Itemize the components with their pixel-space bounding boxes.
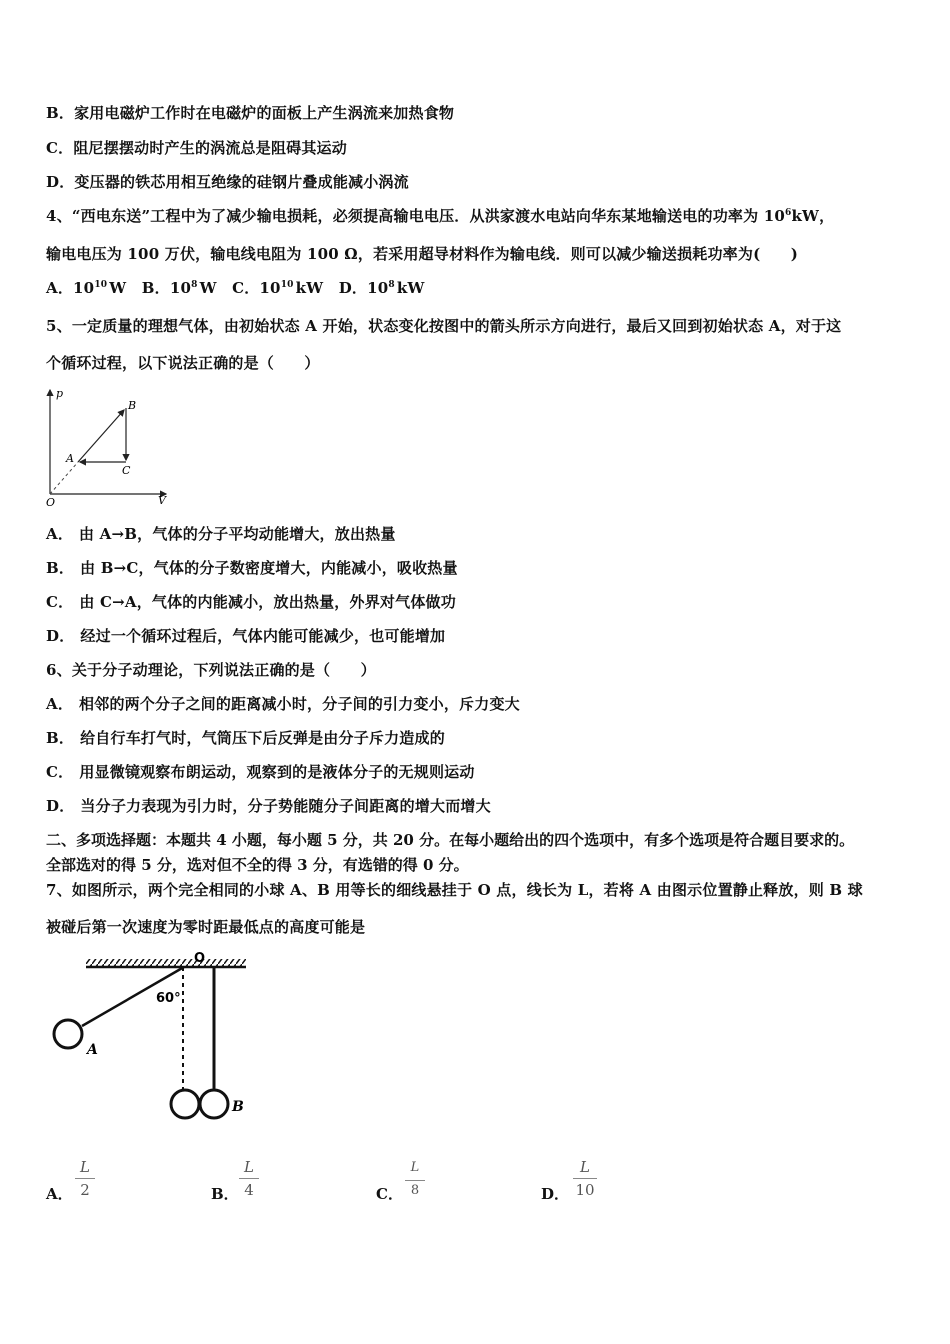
option-label: B． [46,559,75,577]
q7-stem-line1: 7、如图所示，两个完全相同的小球 A、B 用等长的细线悬挂于 O 点，线长为 L，若将 A 由图示位置静止释放，则 B 球 [46,881,863,899]
fraction-numerator: L [244,1158,254,1176]
q4-option-d [339,279,425,297]
q5-stem-line2: 个循环过程，以下说法正确的是（ ） [46,354,320,372]
option-text: 由 B→C，气体的分子数密度增大，内能减小，吸收热量 [80,559,458,577]
option-text: 给自行车打气时，气筒压下后反弹是由分子斥力造成的 [80,729,445,747]
option-label: B． [46,104,75,122]
fraction-bar [405,1180,425,1181]
option-label: B． [141,279,170,297]
option-text: 用显微镜观察布朗运动，观察到的是液体分子的无规则运动 [79,763,475,781]
option-unit: W [109,279,127,297]
v-axis-label: V [158,494,166,507]
q4-stem-line2: 输电电压为 100 万伏，输电线电阻为 100 Ω，若采用超导材料作为输电线．则可以减少输送损耗功率为( ) [46,245,799,263]
option-sup: 10 [94,280,108,290]
q7-stem-line2: 被碰后第一次速度为零时距最低点的高度可能是 [46,918,366,936]
option-text: 由 C→A，气体的内能减小，放出热量，外界对气体做功 [79,593,456,611]
pendulum-diagram [44,948,284,1123]
q7-option-a-label: A． [46,1185,73,1203]
dashed-extension [50,462,78,494]
option-label: D． [46,627,75,645]
q7-option-a-fraction [72,1158,98,1199]
fraction-bar [573,1178,597,1179]
option-label: C． [46,593,74,611]
pv-diagram [40,384,175,509]
q7-option-d-label: D． [541,1185,570,1203]
pivot-label: O [194,951,206,966]
option-text: 经过一个循环过程后，气体内能可能减少，也可能增加 [80,627,446,645]
option-label: C． [46,763,74,781]
q4-text-post: kW， [791,207,835,225]
option-label: B． [46,729,75,747]
option-label: C． [46,139,74,157]
q5-option-b [46,557,458,578]
q4-options [46,277,435,298]
q3-option-d [46,171,409,192]
fraction-denominator: 2 [80,1181,90,1199]
fraction-denominator: 10 [575,1181,595,1199]
fraction-denominator: 8 [410,1183,420,1198]
option-base: 10 [169,279,192,297]
option-text: 家用电磁炉工作时在电磁炉的面板上产生涡流来加热食物 [74,104,455,122]
fraction-bar [239,1178,259,1179]
option-label: D． [46,797,75,815]
point-c-label: C [122,464,131,477]
q6-stem: 6、关于分子动理论，下列说法正确的是（ ） [46,661,376,679]
fraction-numerator: L [80,1158,90,1176]
q6-option-a [46,693,520,714]
ball-a [54,1020,82,1048]
option-label: C． [232,279,260,297]
q5-stem-line1: 5、一定质量的理想气体，由初始状态 A 开始，状态变化按图中的箭头所示方向进行，最后又回到初始状态 A，对于这 [46,317,842,335]
section2-heading-line1: 二、多项选择题：本题共 4 小题，每小题 5 分，共 20 分。在每小题给出的四个选项中，有多个选项是符合题目要求的。 [46,831,855,849]
q6-option-d [46,795,491,816]
q5-option-c [46,591,456,612]
q7-option-c-label: C． [376,1185,403,1203]
point-a-label: A [66,452,74,465]
option-text: 由 A→B，气体的分子平均动能增大，放出热量 [79,525,396,543]
option-text: 当分子力表现为引力时，分子势能随分子间距离的增大而增大 [80,797,491,815]
option-sup: 10 [280,280,294,290]
option-label: A． [46,695,74,713]
option-sup: 8 [191,280,198,290]
path-a-to-b [78,410,124,462]
q4-text: 4、“西电东送”工程中为了减少输电损耗，必须提高输电电压．从洪家渡水电站向华东某地输送电的功率为 10 [46,207,785,225]
fraction-denominator: 4 [244,1181,254,1199]
option-label: D． [46,173,75,191]
option-text: 阻尼摆摆动时产生的涡流总是阻碍其运动 [73,139,347,157]
option-label: D． [338,279,368,297]
angle-label: 60° [156,991,181,1006]
q5-option-d [46,625,445,646]
q7-option-b-label: B． [211,1185,239,1203]
fraction-numerator: L [580,1158,590,1176]
q5-option-a [46,523,396,544]
ball-b-label: B [232,1099,244,1115]
q4-option-c [232,279,323,297]
q3-option-b [46,102,454,123]
option-text: 变压器的铁芯用相互绝缘的硅钢片叠成能减小涡流 [74,173,409,191]
option-base: 10 [367,279,389,297]
option-base: 10 [259,279,281,297]
section2-heading-line2: 全部选对的得 5 分，选对但不全的得 3 分，有选错的得 0 分。 [46,856,469,874]
q6-option-c [46,761,475,782]
option-label: A． [46,279,74,297]
point-b-label: B [128,399,137,412]
q7-option-c-fraction [402,1160,428,1198]
fraction-bar [75,1178,95,1179]
p-axis-label: p [56,387,64,400]
option-sup: 8 [388,280,395,290]
ball-left [171,1090,199,1118]
option-base: 10 [73,279,95,297]
q6-option-b [46,727,445,748]
q4-sup: 6 [785,208,792,218]
q3-option-c [46,137,347,158]
origin-label: O [46,496,56,509]
fraction-numerator: L [410,1160,420,1175]
option-unit: kW [295,279,324,297]
q7-option-b-fraction [236,1158,262,1199]
ball-a-label: A [87,1042,98,1058]
q4-option-b [142,279,217,297]
option-unit: W [199,279,217,297]
q7-option-d-fraction [570,1158,600,1199]
q4-stem-line1 [46,205,834,226]
option-text: 相邻的两个分子之间的距离减小时，分子间的引力变小，斥力变大 [79,695,520,713]
q4-option-a [46,279,126,297]
option-unit: kW [396,279,425,297]
option-label: A． [46,525,74,543]
ball-b [200,1090,228,1118]
